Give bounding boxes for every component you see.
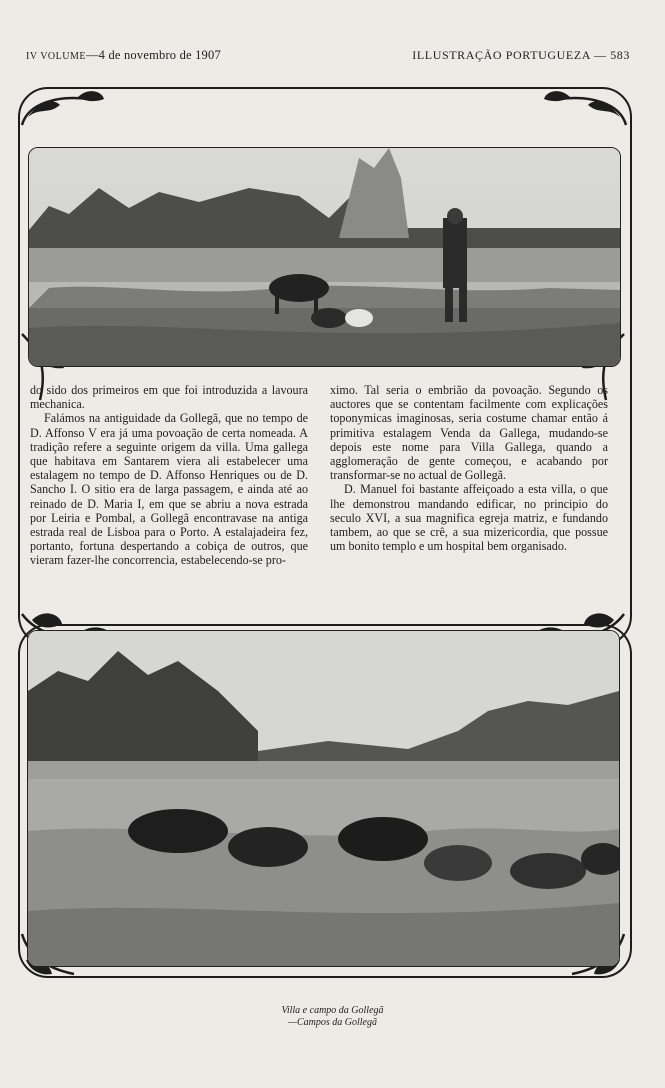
ornament-top-left	[18, 85, 108, 135]
caption-line-1: Villa e campo da Gollegã	[281, 1005, 384, 1016]
article-column-right	[330, 383, 608, 553]
page-number: — 583	[594, 48, 630, 62]
header-right	[412, 48, 630, 63]
article-body	[30, 383, 616, 618]
caption-line-2: —Campos da Gollegã	[288, 1017, 377, 1028]
issue-date: —4 de novembro de 1907	[85, 48, 221, 62]
article-column-left	[30, 383, 308, 568]
photo-village-field	[28, 147, 621, 367]
volume-label: IV VOLUME	[26, 51, 86, 62]
photo-cattle-in-river	[27, 630, 620, 967]
paragraph: ximo. Tal seria o embrião da povoação. Segundo os auctores que se contentam facilmente com explicações toponymicas imaginosas, seria costume chamar então á primitiva estalagem Venda da Gallega, mudando-se depois este nome para Villa Gallega, quando a agglomeração de gente começou, e acabando por transformar-se no actual de Gollegã.	[330, 383, 608, 483]
ornament-top-right	[540, 85, 630, 135]
running-header	[26, 48, 630, 68]
publication-title: ILLUSTRAÇÃO PORTUGUEZA	[412, 48, 591, 62]
paragraph: do sido dos primeiros em que foi introduzida a lavoura mechanica.	[30, 383, 308, 412]
photo-caption	[0, 1005, 665, 1029]
paragraph: D. Manuel foi bastante affeiçoado a esta villa, o que lhe demonstrou mandando edificar, no principio do seculo XVI, a sua magnifica egreja matriz, e fundando tambem, ao que se crê, a sua mizericordia, que possue um bonito templo e um hospital bem organisado.	[330, 482, 608, 554]
header-left	[26, 48, 221, 63]
paragraph: Falámos na antiguidade da Gollegã, que no tempo de D. Affonso V era já uma povoação de certa nomeada. A tradição refere a seguinte origem da villa. Uma gallega que habitava em Santarem viera ali estabelecer uma estalagem no tempo de D. Affonso Henriques ou de D. Sancho I. O sitio era de larga passagem, e ainda até ao reinado de D. Maria I, em que se abriu a nova estrada por Leiria e Pombal, a Gollegã encontravase na antiga estrada real de Lisboa para o Porto. A estalajadeira fez, portanto, fortuna despertando a cobiça de outros, que vieram fazer-lhe concorrencia, estabelecendo-se pro-	[30, 411, 308, 568]
